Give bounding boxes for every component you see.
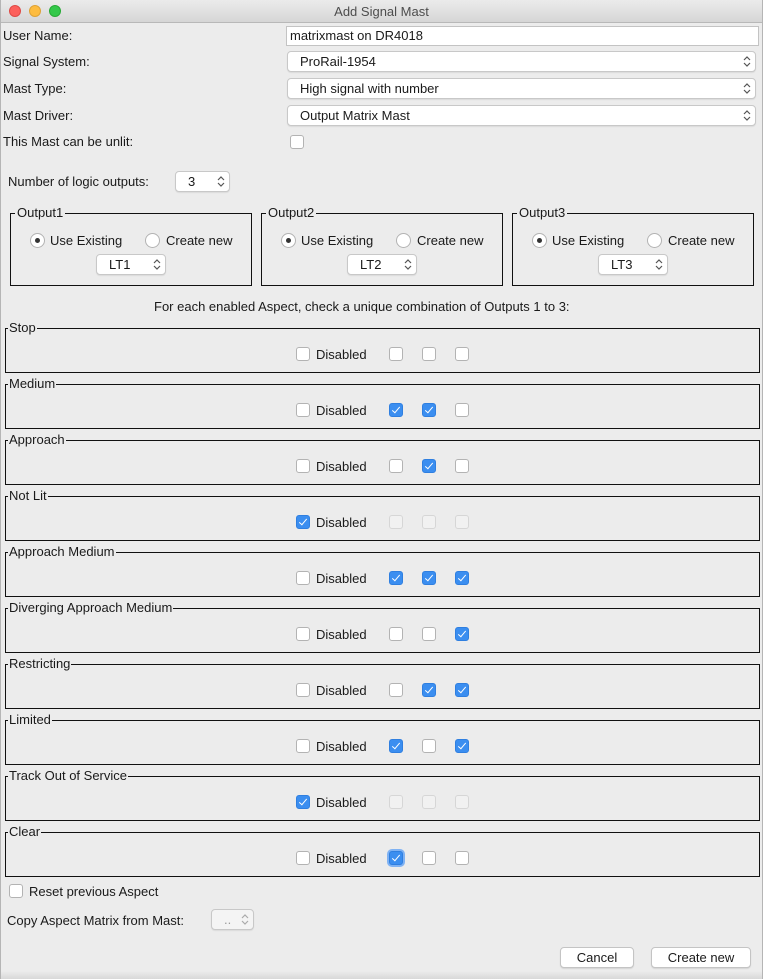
- aspect-name: Not Lit: [9, 488, 47, 503]
- aspect-disabled-label: Disabled: [316, 515, 367, 530]
- aspect-output3-checkbox[interactable]: [455, 739, 469, 753]
- signal-system-select[interactable]: [287, 51, 756, 72]
- title-bar: [1, 0, 762, 23]
- aspect-disabled-label: Disabled: [316, 571, 367, 586]
- num-outputs-label: Number of logic outputs:: [8, 174, 149, 189]
- aspect-disabled-checkbox[interactable]: [296, 347, 310, 361]
- output2-group: [261, 205, 503, 286]
- aspect-disabled-checkbox[interactable]: [296, 459, 310, 473]
- aspect-panel: [5, 712, 760, 765]
- aspect-disabled-label: Disabled: [316, 739, 367, 754]
- mast-type-label: Mast Type:: [3, 81, 67, 96]
- aspect-output1-checkbox[interactable]: [389, 851, 403, 865]
- chevron-updown-icon: [743, 82, 751, 95]
- output2-create-new-label: Create new: [417, 233, 484, 248]
- aspect-output2-checkbox[interactable]: [422, 627, 436, 641]
- aspect-output1-checkbox[interactable]: [389, 795, 403, 809]
- aspect-panel: [5, 432, 760, 485]
- chevron-updown-icon: [241, 913, 249, 926]
- user-name-input[interactable]: matrixmast on DR4018: [286, 26, 759, 46]
- output1-select[interactable]: [96, 254, 166, 275]
- output1-create-new-label: Create new: [166, 233, 233, 248]
- aspect-output3-checkbox[interactable]: [455, 459, 469, 473]
- aspect-panel: [5, 488, 760, 541]
- aspect-name: Stop: [9, 320, 36, 335]
- aspect-output2-checkbox[interactable]: [422, 515, 436, 529]
- unlit-label: This Mast can be unlit:: [3, 134, 134, 149]
- aspect-output2-checkbox[interactable]: [422, 403, 436, 417]
- aspect-output2-checkbox[interactable]: [422, 795, 436, 809]
- output3-select[interactable]: [598, 254, 668, 275]
- aspect-disabled-label: Disabled: [316, 627, 367, 642]
- window-bottom-edge: [1, 971, 762, 979]
- chevron-updown-icon: [153, 258, 161, 271]
- aspect-output1-checkbox[interactable]: [389, 347, 403, 361]
- aspect-disabled-checkbox[interactable]: [296, 515, 310, 529]
- maximize-window-icon[interactable]: [49, 5, 61, 17]
- aspect-name: Approach: [9, 432, 65, 447]
- aspect-output3-checkbox[interactable]: [455, 851, 469, 865]
- aspect-output3-checkbox[interactable]: [455, 683, 469, 697]
- num-outputs-select[interactable]: [175, 171, 230, 192]
- aspect-disabled-label: Disabled: [316, 683, 367, 698]
- reset-previous-aspect-label: Reset previous Aspect: [29, 884, 159, 899]
- output2-select[interactable]: [347, 254, 417, 275]
- aspect-output3-checkbox[interactable]: [455, 515, 469, 529]
- aspect-output1-checkbox[interactable]: [389, 627, 403, 641]
- output3-group: [512, 205, 754, 286]
- aspect-output3-checkbox[interactable]: [455, 571, 469, 585]
- output3-use-existing-radio[interactable]: [532, 233, 547, 248]
- aspect-name: Approach Medium: [9, 544, 115, 559]
- copy-matrix-select[interactable]: [211, 909, 254, 930]
- aspect-output2-checkbox[interactable]: [422, 347, 436, 361]
- aspect-name: Diverging Approach Medium: [9, 600, 173, 615]
- chevron-updown-icon: [655, 258, 663, 271]
- aspect-name: Medium: [9, 376, 56, 391]
- output2-title: Output2: [268, 205, 315, 220]
- output1-title: Output1: [17, 205, 64, 220]
- aspect-disabled-checkbox[interactable]: [296, 851, 310, 865]
- aspect-disabled-label: Disabled: [316, 795, 367, 810]
- aspect-output3-checkbox[interactable]: [455, 795, 469, 809]
- aspect-disabled-checkbox[interactable]: [296, 795, 310, 809]
- aspect-name: Restricting: [9, 656, 71, 671]
- aspect-disabled-checkbox[interactable]: [296, 403, 310, 417]
- aspect-panel: [5, 376, 760, 429]
- chevron-updown-icon: [743, 109, 751, 122]
- user-name-label: User Name:: [3, 28, 73, 43]
- output3-title: Output3: [519, 205, 566, 220]
- output2-use-existing-radio[interactable]: [281, 233, 296, 248]
- aspect-output2-checkbox[interactable]: [422, 683, 436, 697]
- minimize-window-icon[interactable]: [29, 5, 41, 17]
- aspect-output3-checkbox[interactable]: [455, 627, 469, 641]
- aspect-disabled-checkbox[interactable]: [296, 739, 310, 753]
- output1-value: LT1: [109, 257, 131, 272]
- copy-matrix-value: ..: [224, 912, 232, 927]
- aspect-panel: [5, 320, 760, 373]
- aspect-panel: [5, 824, 760, 877]
- aspect-output1-checkbox[interactable]: [389, 571, 403, 585]
- output3-create-new-radio[interactable]: [647, 233, 662, 248]
- mast-type-value: High signal with number: [300, 81, 439, 96]
- output1-create-new-radio[interactable]: [145, 233, 160, 248]
- aspect-panel: [5, 544, 760, 597]
- mast-driver-select[interactable]: [287, 105, 756, 126]
- aspect-name: Track Out of Service: [9, 768, 127, 783]
- aspect-panel: [5, 600, 760, 653]
- window-title: Add Signal Mast: [334, 4, 429, 19]
- aspect-output1-checkbox[interactable]: [389, 739, 403, 753]
- aspect-disabled-label: Disabled: [316, 459, 367, 474]
- aspect-output2-checkbox[interactable]: [422, 459, 436, 473]
- cancel-button[interactable]: Cancel: [560, 947, 634, 968]
- unlit-checkbox[interactable]: [290, 135, 304, 149]
- mast-driver-label: Mast Driver:: [3, 108, 74, 123]
- aspect-output1-checkbox[interactable]: [389, 515, 403, 529]
- aspect-name: Limited: [9, 712, 51, 727]
- output2-create-new-radio[interactable]: [396, 233, 411, 248]
- aspect-output3-checkbox[interactable]: [455, 347, 469, 361]
- chevron-updown-icon: [217, 175, 225, 188]
- output2-value: LT2: [360, 257, 382, 272]
- copy-matrix-label: Copy Aspect Matrix from Mast:: [7, 913, 184, 928]
- chevron-updown-icon: [404, 258, 412, 271]
- reset-previous-aspect-checkbox[interactable]: [9, 884, 23, 898]
- aspect-output3-checkbox[interactable]: [455, 403, 469, 417]
- chevron-updown-icon: [743, 55, 751, 68]
- aspect-output1-checkbox[interactable]: [389, 459, 403, 473]
- output1-use-existing-label: Use Existing: [50, 233, 123, 248]
- signal-system-label: Signal System:: [3, 54, 90, 69]
- aspect-disabled-checkbox[interactable]: [296, 627, 310, 641]
- aspect-disabled-label: Disabled: [316, 851, 367, 866]
- aspect-output2-checkbox[interactable]: [422, 851, 436, 865]
- output3-create-new-label: Create new: [668, 233, 735, 248]
- create-new-button[interactable]: Create new: [651, 947, 751, 968]
- mast-driver-value: Output Matrix Mast: [300, 108, 410, 123]
- aspect-panel: [5, 768, 760, 821]
- matrix-instruction: For each enabled Aspect, check a unique combination of Outputs 1 to 3:: [154, 299, 570, 314]
- num-outputs-value: 3: [188, 174, 196, 189]
- aspect-name: Clear: [9, 824, 41, 839]
- aspect-output2-checkbox[interactable]: [422, 571, 436, 585]
- aspect-output1-checkbox[interactable]: [389, 403, 403, 417]
- output1-group: [10, 205, 252, 286]
- signal-system-value: ProRail-1954: [300, 54, 376, 69]
- aspect-output1-checkbox[interactable]: [389, 683, 403, 697]
- output3-value: LT3: [611, 257, 633, 272]
- aspect-output2-checkbox[interactable]: [422, 739, 436, 753]
- aspect-disabled-label: Disabled: [316, 403, 367, 418]
- aspect-disabled-label: Disabled: [316, 347, 367, 362]
- mast-type-select[interactable]: [287, 78, 756, 99]
- output3-use-existing-label: Use Existing: [552, 233, 625, 248]
- output1-use-existing-radio[interactable]: [30, 233, 45, 248]
- close-window-icon[interactable]: [9, 5, 21, 17]
- output2-use-existing-label: Use Existing: [301, 233, 374, 248]
- aspect-disabled-checkbox[interactable]: [296, 683, 310, 697]
- aspect-panel: [5, 656, 760, 709]
- aspect-disabled-checkbox[interactable]: [296, 571, 310, 585]
